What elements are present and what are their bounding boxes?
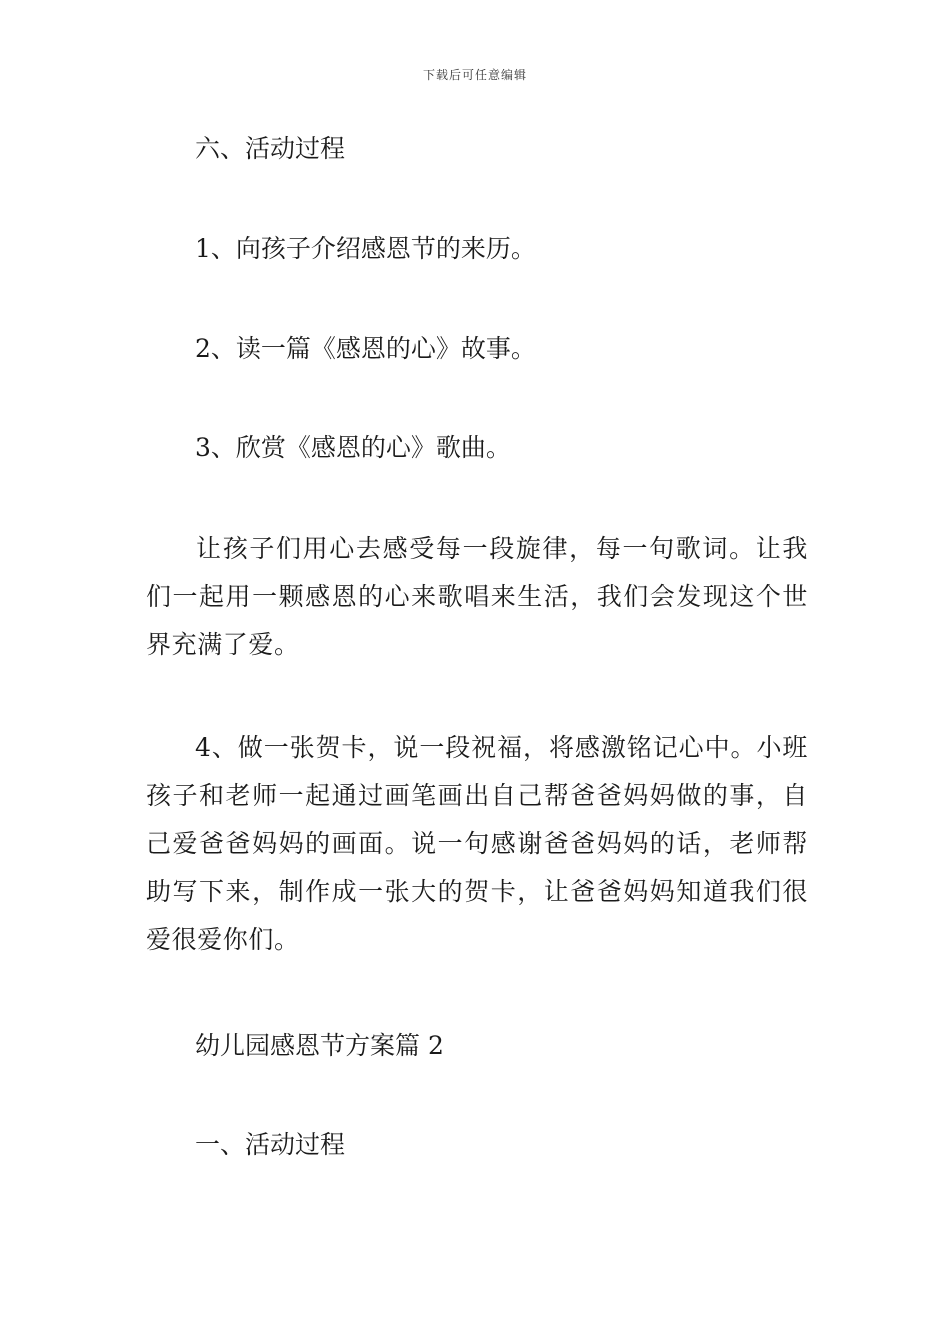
list-item-3: 3、欣赏《感恩的心》歌曲。 — [195, 433, 511, 462]
plan-2-title: 幼儿园感恩节方案篇 2 — [195, 1031, 444, 1060]
paragraph-song — [146, 525, 808, 669]
paragraph-song-text: 让孩子们用心去感受每一段旋律，每一句歌词。让我们一起用一颗感恩的心来歌唱来生活，我们会发现这个世界充满了爱。 — [146, 534, 808, 659]
section-title-6: 六、活动过程 — [195, 134, 346, 163]
section-title-1: 一、活动过程 — [195, 1130, 346, 1159]
list-item-1: 1、向孩子介绍感恩节的来历。 — [195, 234, 536, 263]
list-item-2: 2、读一篇《感恩的心》故事。 — [195, 334, 536, 363]
paragraph-card — [146, 724, 808, 964]
paragraph-card-text: 4、做一张贺卡，说一段祝福，将感激铭记心中。小班孩子和老师一起通过画笔画出自己帮爸爸妈妈做的事，自己爱爸爸妈妈的画面。说一句感谢爸爸妈妈的话，老师帮助写下来，制作成一张大的贺卡，让爸爸妈妈知道我们很爱很爱你们。 — [146, 733, 808, 954]
header-note: 下载后可任意编辑 — [422, 68, 527, 82]
